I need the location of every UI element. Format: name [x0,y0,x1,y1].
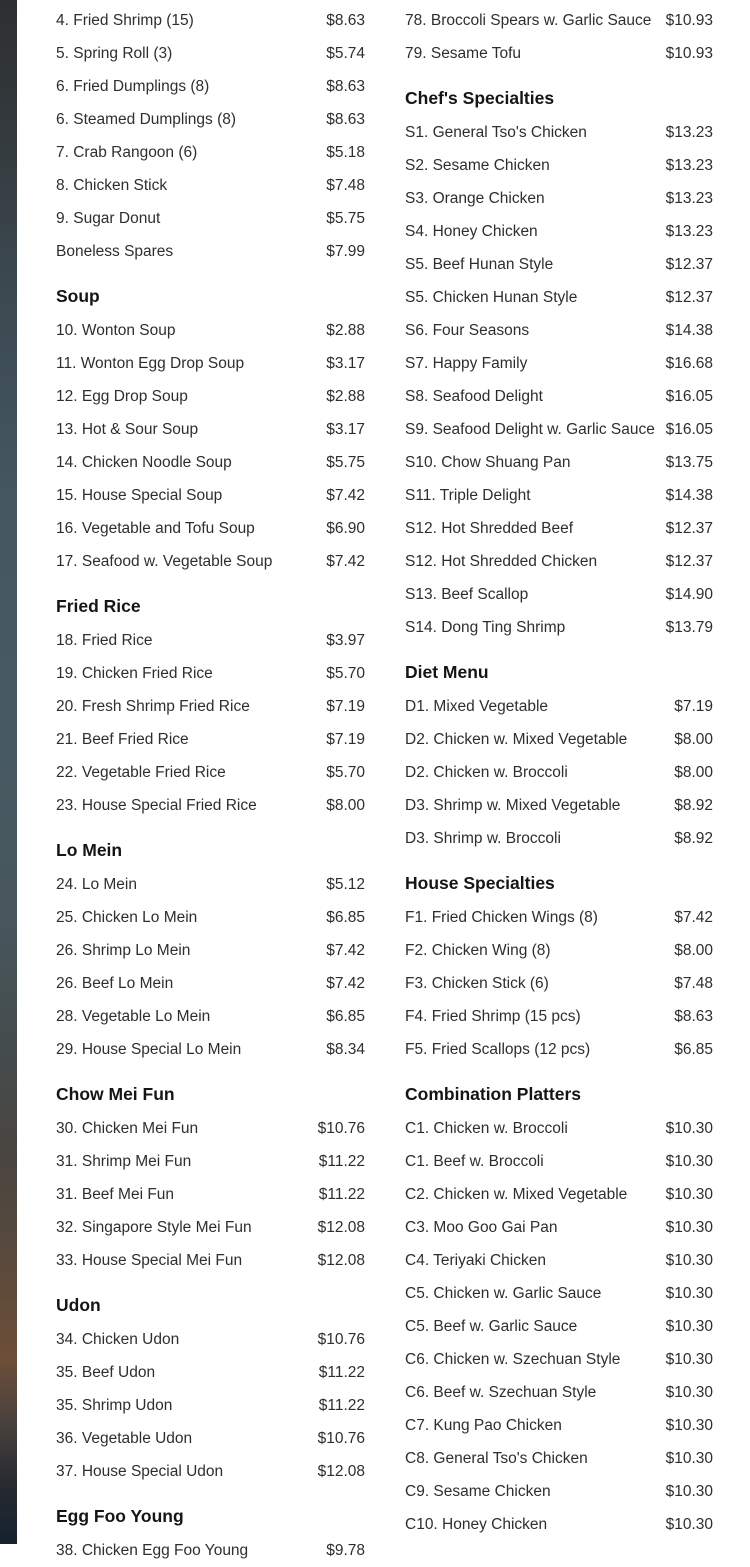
menu-item-name: S7. Happy Family [405,354,528,372]
menu-item-name: 6. Steamed Dumplings (8) [56,110,237,128]
menu-item-price: $10.30 [665,1482,713,1500]
menu-item-row[interactable] [405,512,713,545]
menu-item-name: S11. Triple Delight [405,486,531,504]
menu-item-price: $16.68 [665,354,713,372]
menu-item-price: $10.76 [317,1429,365,1447]
menu-item-row[interactable] [56,868,365,901]
menu-item-row[interactable] [56,934,365,967]
menu-item-row[interactable] [56,723,365,756]
menu-item-name: 33. House Special Mei Fun [56,1251,243,1269]
menu-item-row[interactable] [405,934,713,967]
menu-item-name: F4. Fried Shrimp (15 pcs) [405,1007,581,1025]
menu-item-name: D2. Chicken w. Broccoli [405,763,568,781]
menu-item-row[interactable] [405,1409,713,1442]
menu-item-row[interactable] [405,446,713,479]
menu-item-row[interactable] [405,248,713,281]
menu-item-row[interactable] [405,1244,713,1277]
menu-item-row[interactable] [56,169,365,202]
menu-item-row[interactable] [56,624,365,657]
menu-item-row[interactable] [405,116,713,149]
menu-item-row[interactable] [56,1033,365,1066]
menu-item-row[interactable] [405,822,713,855]
menu-item-price: $7.48 [674,974,713,992]
menu-item-row[interactable] [56,901,365,934]
menu-item-name: S13. Beef Scallop [405,585,529,603]
menu-item-price: $3.97 [326,631,365,649]
menu-item-row[interactable] [405,1211,713,1244]
menu-item-price: $10.30 [665,1218,713,1236]
menu-item-row[interactable] [56,4,365,37]
menu-item-price: $10.30 [665,1251,713,1269]
menu-item-row[interactable] [56,967,365,1000]
menu-item-row[interactable] [405,1442,713,1475]
menu-item-name: 37. House Special Udon [56,1462,224,1480]
menu-item-price: $10.30 [665,1416,713,1434]
menu-item-price: $6.85 [326,908,365,926]
menu-item-row[interactable] [405,1343,713,1376]
menu-item-row[interactable] [405,281,713,314]
menu-item-row[interactable] [56,1422,365,1455]
menu-item-row[interactable] [405,182,713,215]
menu-item-name: S2. Sesame Chicken [405,156,550,174]
menu-item-price: $2.88 [326,387,365,405]
menu-item-name: C7. Kung Pao Chicken [405,1416,562,1434]
menu-item-name: S1. General Tso's Chicken [405,123,587,141]
menu-item-price: $5.75 [326,453,365,471]
menu-item-name: 31. Shrimp Mei Fun [56,1152,192,1170]
menu-item-name: 20. Fresh Shrimp Fried Rice [56,697,250,715]
menu-item-price: $14.38 [665,486,713,504]
menu-item-row[interactable] [56,756,365,789]
menu-item-row[interactable] [56,512,365,545]
menu-item-name: 35. Beef Udon [56,1363,156,1381]
menu-item-name: S5. Beef Hunan Style [405,255,554,273]
menu-item-row[interactable] [56,70,365,103]
menu-item-price: $8.00 [674,941,713,959]
menu-item-row[interactable] [56,314,365,347]
menu-item-price: $7.99 [326,242,365,260]
menu-item-name: 4. Fried Shrimp (15) [56,11,194,29]
menu-item-name: C1. Chicken w. Broccoli [405,1119,568,1137]
menu-item-price: $10.30 [665,1383,713,1401]
menu-item-name: C1. Beef w. Broccoli [405,1152,544,1170]
menu-item-price: $5.70 [326,664,365,682]
menu-item-row[interactable] [56,1356,365,1389]
menu-item-price: $8.63 [326,110,365,128]
menu-item-name: 16. Vegetable and Tofu Soup [56,519,255,537]
menu-item-row[interactable] [56,1178,365,1211]
menu-item-price: $3.17 [326,354,365,372]
section-header: Combination Platters [405,1083,581,1104]
section-header: Lo Mein [56,839,123,860]
menu-item-name: C4. Teriyaki Chicken [405,1251,546,1269]
menu-item-price: $8.63 [326,77,365,95]
menu-item-row[interactable] [56,1244,365,1277]
menu-item-row[interactable] [56,413,365,446]
menu-item-row[interactable] [56,657,365,690]
menu-item-name: 26. Beef Lo Mein [56,974,174,992]
menu-item-row[interactable] [405,413,713,446]
menu-item-row[interactable] [405,1475,713,1508]
menu-item-name: 31. Beef Mei Fun [56,1185,175,1203]
menu-item-row[interactable] [405,789,713,822]
background-photo-edge [0,0,17,1544]
menu-item-price: $12.37 [665,552,713,570]
menu-item-name: Boneless Spares [56,242,174,260]
section-header: Fried Rice [56,595,141,616]
menu-item-row[interactable] [405,1310,713,1343]
menu-item-row[interactable] [405,1508,713,1541]
menu-item-row[interactable] [405,611,713,644]
menu-item-row[interactable] [56,202,365,235]
menu-item-price: $13.23 [665,222,713,240]
menu-item-price: $6.85 [674,1040,713,1058]
menu-item-name: 11. Wonton Egg Drop Soup [56,354,245,372]
menu-item-row[interactable] [405,1277,713,1310]
menu-item-price: $11.22 [318,1396,365,1414]
menu-item-price: $7.42 [326,552,365,570]
menu-item-row[interactable] [56,1211,365,1244]
menu-item-price: $7.42 [326,941,365,959]
menu-item-row[interactable] [405,149,713,182]
menu-item-name: 34. Chicken Udon [56,1330,180,1348]
menu-item-name: C6. Chicken w. Szechuan Style [405,1350,621,1368]
menu-item-name: D1. Mixed Vegetable [405,697,549,715]
menu-item-price: $7.19 [674,697,713,715]
menu-item-name: F1. Fried Chicken Wings (8) [405,908,598,926]
menu-item-price: $12.08 [317,1462,365,1480]
menu-item-price: $2.88 [326,321,365,339]
menu-item-row[interactable] [405,967,713,1000]
menu-item-name: F3. Chicken Stick (6) [405,974,549,992]
menu-item-price: $10.30 [665,1515,713,1533]
menu-item-name: 18. Fried Rice [56,631,153,649]
menu-item-row[interactable] [405,901,713,934]
menu-item-row[interactable] [405,690,713,723]
menu-item-price: $11.22 [318,1363,365,1381]
menu-panel [17,0,750,1559]
menu-item-price: $6.90 [326,519,365,537]
menu-item-price: $13.79 [665,618,713,636]
menu-item-name: C5. Beef w. Garlic Sauce [405,1317,578,1335]
menu-item-name: C6. Beef w. Szechuan Style [405,1383,597,1401]
menu-item-name: S6. Four Seasons [405,321,530,339]
menu-item-price: $8.00 [674,763,713,781]
menu-item-name: 32. Singapore Style Mei Fun [56,1218,252,1236]
menu-item-price: $8.92 [674,796,713,814]
menu-item-name: 26. Shrimp Lo Mein [56,941,191,959]
menu-item-name: 8. Chicken Stick [56,176,168,194]
menu-item-row[interactable] [56,789,365,822]
menu-item-price: $13.75 [665,453,713,471]
menu-item-name: 78. Broccoli Spears w. Garlic Sauce [405,11,652,29]
menu-item-name: 28. Vegetable Lo Mein [56,1007,211,1025]
menu-item-price: $5.12 [326,875,365,893]
menu-item-price: $10.30 [665,1152,713,1170]
menu-item-row[interactable] [56,136,365,169]
menu-item-name: 7. Crab Rangoon (6) [56,143,198,161]
menu-item-row[interactable] [405,578,713,611]
menu-item-price: $12.37 [665,519,713,537]
menu-item-name: 25. Chicken Lo Mein [56,908,198,926]
menu-item-name: F2. Chicken Wing (8) [405,941,551,959]
menu-item-name: D3. Shrimp w. Mixed Vegetable [405,796,621,814]
menu-item-row[interactable] [405,215,713,248]
menu-item-name: 10. Wonton Soup [56,321,176,339]
menu-item-name: 15. House Special Soup [56,486,223,504]
menu-item-name: 29. House Special Lo Mein [56,1040,242,1058]
menu-item-price: $8.34 [326,1040,365,1058]
menu-item-name: S4. Honey Chicken [405,222,538,240]
menu-item-name: C2. Chicken w. Mixed Vegetable [405,1185,628,1203]
section-header: Egg Foo Young [56,1505,184,1526]
menu-item-row[interactable] [56,1145,365,1178]
menu-item-name: S12. Hot Shredded Chicken [405,552,598,570]
menu-item-price: $10.93 [665,44,713,62]
menu-item-name: D3. Shrimp w. Broccoli [405,829,561,847]
menu-item-name: 19. Chicken Fried Rice [56,664,213,682]
menu-item-price: $10.93 [665,11,713,29]
menu-item-name: 35. Shrimp Udon [56,1396,173,1414]
menu-item-name: D2. Chicken w. Mixed Vegetable [405,730,628,748]
menu-item-name: 23. House Special Fried Rice [56,796,257,814]
menu-item-row[interactable] [56,37,365,70]
menu-item-row[interactable] [405,479,713,512]
menu-item-row[interactable] [56,1455,365,1488]
menu-item-price: $10.30 [665,1449,713,1467]
menu-item-price: $14.38 [665,321,713,339]
menu-item-name: C5. Chicken w. Garlic Sauce [405,1284,602,1302]
menu-item-price: $12.08 [317,1251,365,1269]
menu-item-name: 21. Beef Fried Rice [56,730,189,748]
menu-item-row[interactable] [405,545,713,578]
section-header: Diet Menu [405,661,489,682]
section-header: Soup [56,285,100,306]
menu-item-name: C8. General Tso's Chicken [405,1449,588,1467]
menu-item-name: S14. Dong Ting Shrimp [405,618,566,636]
menu-item-name: 12. Egg Drop Soup [56,387,188,405]
menu-column-right [405,4,713,1541]
menu-item-price: $12.08 [317,1218,365,1236]
menu-item-price: $11.22 [318,1185,365,1203]
menu-item-name: 9. Sugar Donut [56,209,161,227]
menu-item-row[interactable] [56,235,365,268]
menu-item-price: $7.19 [326,697,365,715]
menu-item-row[interactable] [56,1534,365,1567]
menu-item-price: $5.74 [326,44,365,62]
menu-item-row[interactable] [405,1033,713,1066]
menu-item-price: $6.85 [326,1007,365,1025]
menu-item-row[interactable] [56,479,365,512]
menu-item-price: $8.00 [674,730,713,748]
menu-item-row[interactable] [56,380,365,413]
menu-item-row[interactable] [405,37,713,70]
menu-item-price: $7.42 [326,974,365,992]
menu-item-row[interactable] [405,1178,713,1211]
menu-item-name: S8. Seafood Delight [405,387,543,405]
menu-item-price: $5.18 [326,143,365,161]
menu-item-name: 38. Chicken Egg Foo Young [56,1541,249,1559]
menu-item-row[interactable] [56,1000,365,1033]
menu-item-row[interactable] [405,380,713,413]
menu-item-name: 14. Chicken Noodle Soup [56,453,232,471]
menu-item-row[interactable] [405,1376,713,1409]
menu-item-row[interactable] [405,347,713,380]
menu-item-row[interactable] [405,1145,713,1178]
menu-item-name: S3. Orange Chicken [405,189,545,207]
menu-item-price: $13.23 [665,123,713,141]
menu-item-name: 36. Vegetable Udon [56,1429,193,1447]
menu-item-name: 24. Lo Mein [56,875,137,893]
menu-item-price: $7.19 [326,730,365,748]
menu-item-price: $10.30 [665,1317,713,1335]
section-header: Chef's Specialties [405,87,555,108]
menu-item-price: $8.63 [326,11,365,29]
menu-item-price: $16.05 [665,420,713,438]
menu-item-name: S10. Chow Shuang Pan [405,453,571,471]
menu-item-row[interactable] [56,1389,365,1422]
menu-item-price: $10.76 [317,1330,365,1348]
menu-item-name: C10. Honey Chicken [405,1515,548,1533]
menu-item-name: 30. Chicken Mei Fun [56,1119,199,1137]
menu-item-price: $10.30 [665,1185,713,1203]
menu-item-price: $7.42 [674,908,713,926]
menu-item-name: C9. Sesame Chicken [405,1482,551,1500]
menu-item-price: $10.30 [665,1350,713,1368]
menu-item-price: $14.90 [665,585,713,603]
menu-item-row[interactable] [405,314,713,347]
menu-item-name: 6. Fried Dumplings (8) [56,77,210,95]
menu-item-price: $9.78 [326,1541,365,1559]
menu-item-row[interactable] [56,1112,365,1145]
menu-item-name: 17. Seafood w. Vegetable Soup [56,552,273,570]
menu-item-price: $5.75 [326,209,365,227]
menu-item-name: 5. Spring Roll (3) [56,44,173,62]
menu-item-row[interactable] [56,1323,365,1356]
menu-item-price: $10.30 [665,1119,713,1137]
menu-item-price: $7.42 [326,486,365,504]
section-header: House Specialties [405,872,555,893]
menu-item-name: S9. Seafood Delight w. Garlic Sauce [405,420,655,438]
menu-item-price: $12.37 [665,255,713,273]
menu-item-price: $16.05 [665,387,713,405]
menu-item-row[interactable] [56,690,365,723]
menu-item-name: C3. Moo Goo Gai Pan [405,1218,558,1236]
menu-item-name: 13. Hot & Sour Soup [56,420,199,438]
menu-item-name: S5. Chicken Hunan Style [405,288,578,306]
menu-item-price: $11.22 [318,1152,365,1170]
menu-item-price: $7.48 [326,176,365,194]
menu-item-row[interactable] [56,446,365,479]
menu-item-price: $8.92 [674,829,713,847]
menu-item-row[interactable] [405,1000,713,1033]
menu-item-price: $13.23 [665,156,713,174]
menu-item-name: 22. Vegetable Fried Rice [56,763,226,781]
menu-item-price: $13.23 [665,189,713,207]
menu-item-price: $10.30 [665,1284,713,1302]
menu-item-row[interactable] [405,4,713,37]
menu-item-name: S12. Hot Shredded Beef [405,519,574,537]
menu-item-row[interactable] [56,545,365,578]
menu-column-left [56,4,365,1567]
menu-item-name: 79. Sesame Tofu [405,44,522,62]
menu-item-price: $3.17 [326,420,365,438]
menu-item-price: $8.63 [674,1007,713,1025]
menu-item-price: $12.37 [665,288,713,306]
menu-item-row[interactable] [56,347,365,380]
menu-item-price: $8.00 [326,796,365,814]
menu-item-row[interactable] [56,103,365,136]
menu-item-name: F5. Fried Scallops (12 pcs) [405,1040,591,1058]
menu-item-price: $5.70 [326,763,365,781]
menu-item-row[interactable] [405,723,713,756]
menu-item-price: $10.76 [317,1119,365,1137]
section-header: Chow Mei Fun [56,1083,175,1104]
menu-item-row[interactable] [405,1112,713,1145]
menu-item-row[interactable] [405,756,713,789]
section-header: Udon [56,1294,101,1315]
